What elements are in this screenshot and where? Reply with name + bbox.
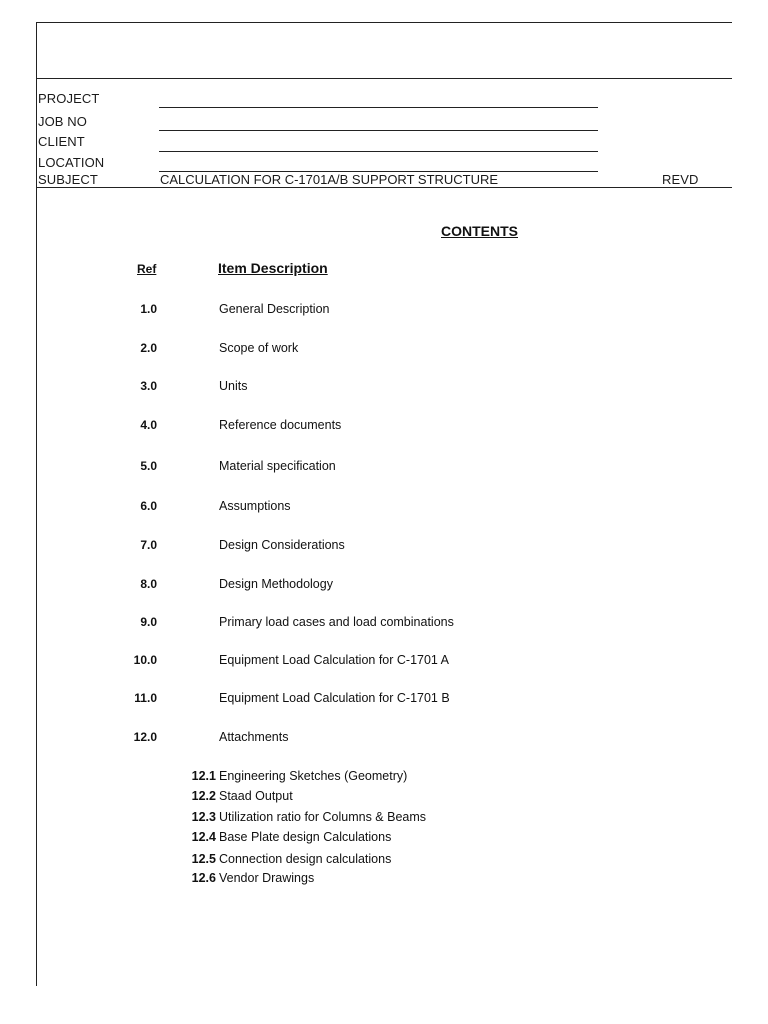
subitem-number: 12.3: [191, 810, 216, 824]
subitem-number: 12.4: [191, 830, 216, 844]
client-field-line: [159, 151, 598, 152]
subitem: [170, 810, 426, 824]
subitem: [170, 871, 314, 885]
revd-label: REVD: [662, 172, 699, 187]
subitem-description: Base Plate design Calculations: [219, 830, 392, 844]
item-description: Scope of work: [219, 341, 299, 355]
item-description: Attachments: [219, 730, 289, 744]
item-ref: 4.0: [140, 418, 157, 432]
subitem-description: Staad Output: [219, 789, 293, 803]
subitem-number: 12.6: [191, 871, 216, 885]
description-column-header: Item Description: [218, 260, 328, 276]
subitem-number: 12.2: [191, 789, 216, 803]
item-description: Design Methodology: [219, 577, 333, 591]
item-description: Reference documents: [219, 418, 342, 432]
subitem: [170, 769, 407, 783]
item-description: Design Considerations: [219, 538, 345, 552]
item-description: Material specification: [219, 459, 336, 473]
item-ref: 2.0: [140, 341, 157, 355]
job-no-field-line: [159, 130, 598, 131]
subitem-description: Connection design calculations: [219, 852, 392, 866]
contents-title: CONTENTS: [441, 223, 518, 239]
item-description: Primary load cases and load combinations: [219, 615, 454, 629]
item-description: Assumptions: [219, 499, 291, 513]
subitem-number: 12.5: [191, 852, 216, 866]
item-description: Equipment Load Calculation for C-1701 A: [219, 653, 450, 667]
client-label: CLIENT: [38, 134, 85, 149]
subitem: [170, 852, 391, 866]
item-ref: 12.0: [133, 730, 157, 744]
subitem: [170, 789, 293, 803]
subject-divider: [36, 187, 732, 188]
header-divider: [36, 78, 732, 79]
item-ref: 9.0: [140, 615, 157, 629]
item-description: Equipment Load Calculation for C-1701 B: [219, 691, 450, 705]
item-ref: 10.0: [133, 653, 157, 667]
location-label: LOCATION: [38, 155, 105, 170]
item-ref: 5.0: [140, 459, 157, 473]
subitem-number: 12.1: [191, 769, 216, 783]
subitem-description: Utilization ratio for Columns & Beams: [219, 810, 427, 824]
subject-label: SUBJECT: [38, 172, 98, 187]
item-description: Units: [219, 379, 248, 393]
item-ref: 11.0: [134, 691, 157, 705]
item-ref: 6.0: [140, 499, 157, 513]
project-field-line: [159, 107, 598, 108]
ref-column-header: Ref: [137, 262, 157, 276]
subject-value: CALCULATION FOR C-1701A/B SUPPORT STRUCTURE: [160, 172, 499, 187]
project-label: PROJECT: [38, 91, 100, 106]
subitem-description: Engineering Sketches (Geometry): [219, 769, 408, 783]
subitem: [170, 830, 391, 844]
top-border: [36, 22, 732, 23]
item-description: General Description: [219, 302, 330, 316]
job-no-label: JOB NO: [38, 114, 87, 129]
item-ref: 7.0: [140, 538, 157, 552]
left-border: [36, 22, 37, 986]
item-ref: 3.0: [140, 379, 157, 393]
item-ref: 1.0: [140, 302, 157, 316]
subitem-description: Vendor Drawings: [219, 871, 315, 885]
item-ref: 8.0: [140, 577, 157, 591]
